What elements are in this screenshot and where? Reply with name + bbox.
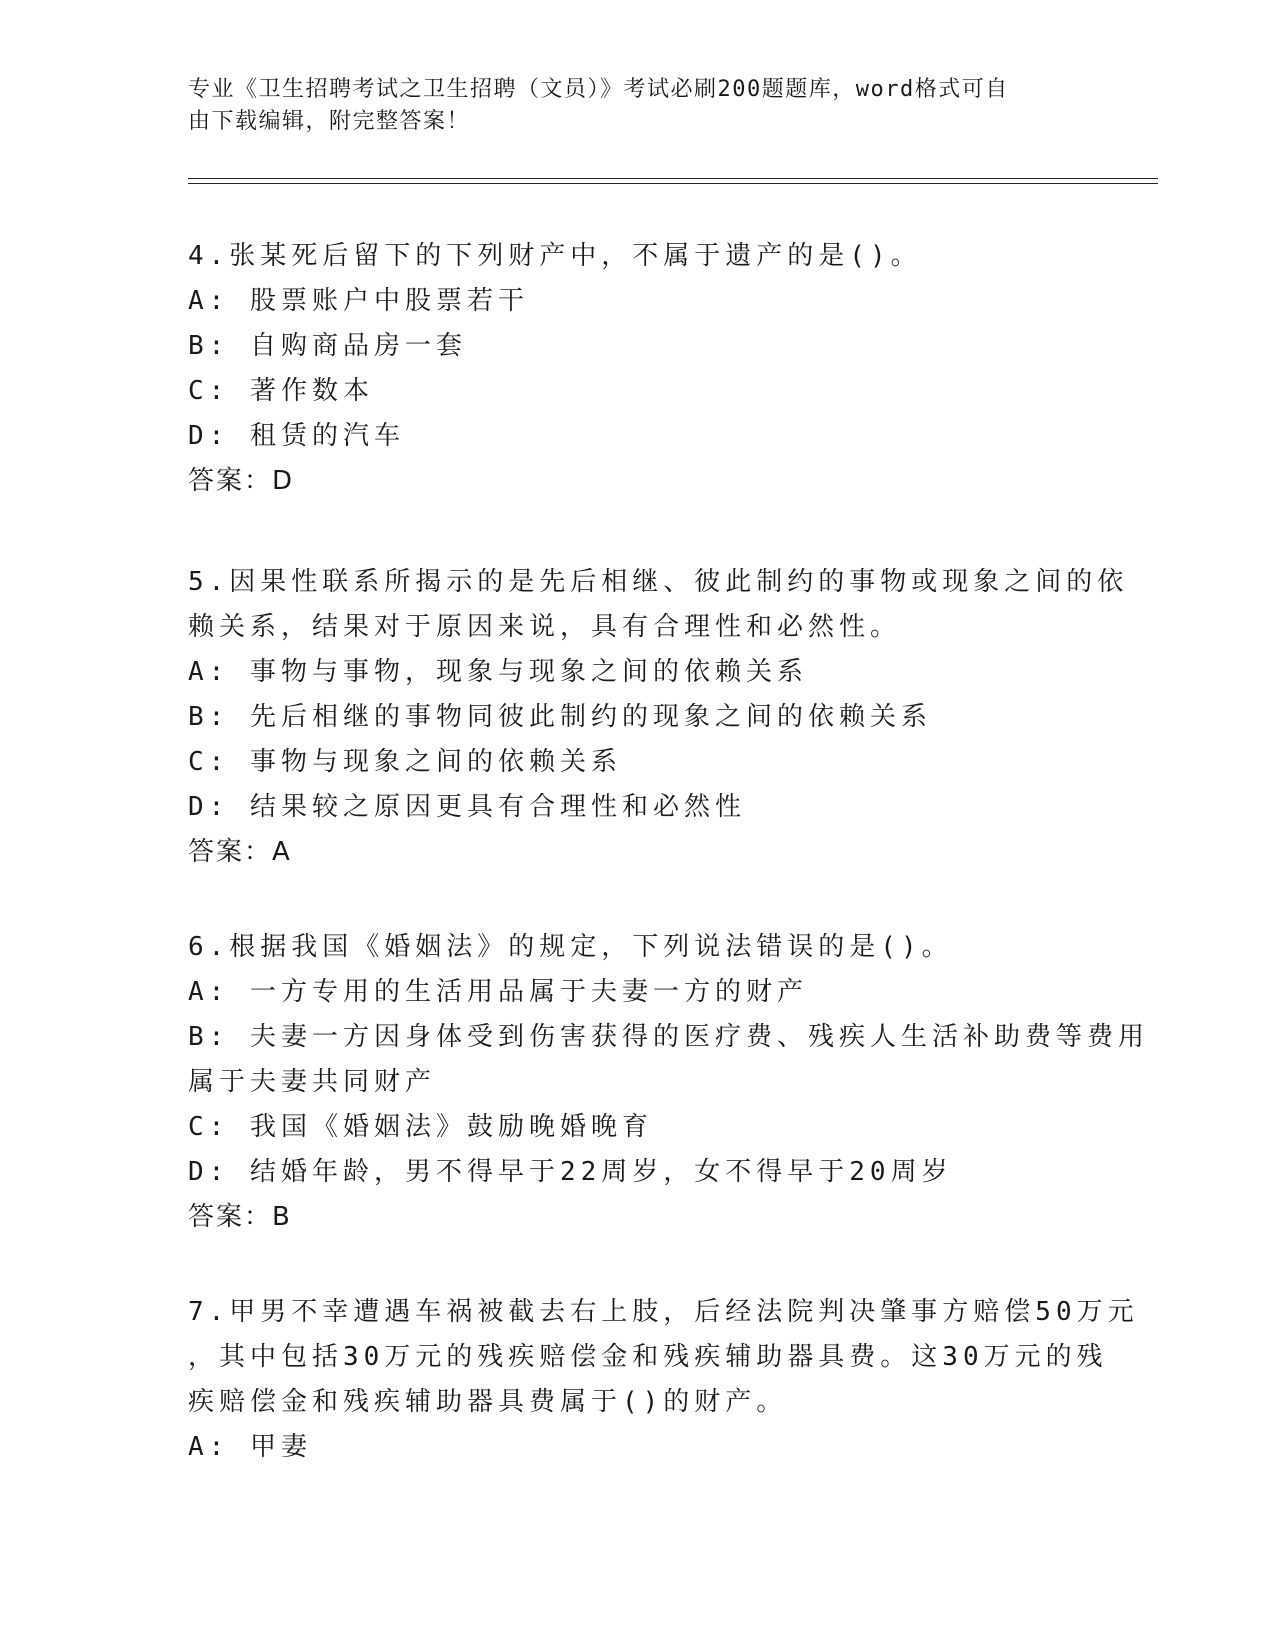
question-stem: ，其中包括30万元的残疾赔偿金和残疾辅助器具费。这30万元的残 bbox=[188, 1342, 1108, 1372]
option-a: A: 事物与事物，现象与现象之间的依赖关系 bbox=[188, 657, 808, 687]
header-line-2: 由下载编辑，附完整答案！ bbox=[188, 109, 471, 134]
option-b-continued: 属于夫妻共同财产 bbox=[188, 1067, 437, 1097]
answer-line: 答案：A bbox=[188, 837, 292, 867]
option-c: C: 著作数本 bbox=[188, 376, 374, 406]
option-a: A: 一方专用的生活用品属于夫妻一方的财产 bbox=[188, 977, 808, 1007]
question-5 bbox=[188, 560, 1129, 875]
option-a: A: 甲妻 bbox=[188, 1432, 312, 1462]
option-d: D: 结果较之原因更具有合理性和必然性 bbox=[188, 792, 746, 822]
question-7 bbox=[188, 1290, 1139, 1470]
document-header bbox=[188, 74, 1068, 138]
option-c: C: 事物与现象之间的依赖关系 bbox=[188, 747, 622, 777]
answer-line: 答案：D bbox=[188, 466, 295, 496]
question-stem: 疾赔偿金和残疾辅助器具费属于()的财产。 bbox=[188, 1387, 788, 1417]
header-divider-top bbox=[188, 178, 1158, 179]
question-stem: 赖关系，结果对于原因来说，具有合理性和必然性。 bbox=[188, 612, 902, 642]
option-a: A: 股票账户中股票若干 bbox=[188, 286, 529, 316]
option-b: B: 自购商品房一套 bbox=[188, 331, 467, 361]
question-stem: 7.甲男不幸遭遇车祸被截去右上肢，后经法院判决肇事方赔偿50万元 bbox=[188, 1297, 1139, 1327]
question-stem: 6.根据我国《婚姻法》的规定，下列说法错误的是()。 bbox=[188, 932, 953, 962]
question-4 bbox=[188, 234, 1088, 504]
question-6 bbox=[188, 925, 1149, 1240]
option-b: B: 夫妻一方因身体受到伤害获得的医疗费、残疾人生活补助费等费用 bbox=[188, 1022, 1149, 1052]
question-stem: 5.因果性联系所揭示的是先后相继、彼此制约的事物或现象之间的依 bbox=[188, 567, 1129, 597]
option-d: D: 租赁的汽车 bbox=[188, 421, 405, 451]
answer-line: 答案：B bbox=[188, 1202, 292, 1232]
option-d: D: 结婚年龄，男不得早于22周岁，女不得早于20周岁 bbox=[188, 1157, 953, 1187]
header-divider-bottom bbox=[188, 183, 1158, 184]
question-stem: 4.张某死后留下的下列财产中，不属于遗产的是()。 bbox=[188, 241, 922, 271]
option-b: B: 先后相继的事物同彼此制约的现象之间的依赖关系 bbox=[188, 702, 932, 732]
header-line-1: 专业《卫生招聘考试之卫生招聘（文员）》考试必刷200题题库，word格式可自 bbox=[188, 77, 1009, 102]
option-c: C: 我国《婚姻法》鼓励晚婚晚育 bbox=[188, 1112, 653, 1142]
